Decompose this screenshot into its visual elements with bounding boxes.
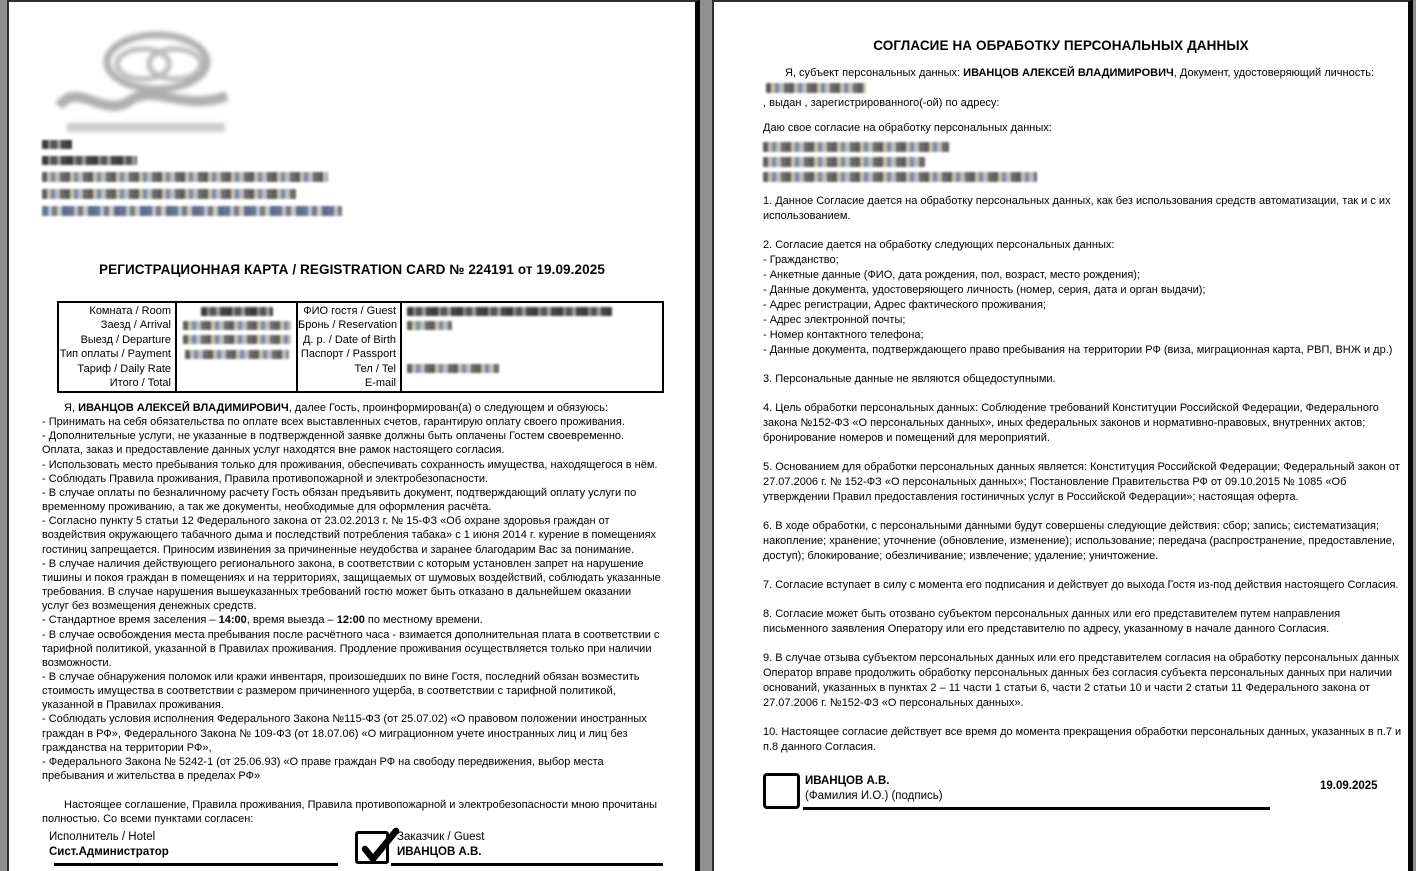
redacted-operator-address — [763, 172, 1037, 182]
text-line: - Использовать место пребывания только для проживания, обеспечивать сохранность имущества, находящегося в нём. — [42, 458, 658, 471]
redacted-hotel-phone — [42, 189, 296, 199]
consent-signature-line — [803, 807, 1270, 810]
redacted-hotel-email-site — [42, 206, 342, 216]
text-line: 6. В ходе обработки, с персональными данными будут совершены следующие действия: сбор; запись; систематизация; накопление; хранение; уточнение (обновление, изменение); использование; передача (распространение, предоставление, доступ); блокирование; обезличивание; извлечение; удаление; уничтожение. — [763, 520, 1395, 562]
text-line — [42, 613, 661, 627]
hotel-signature-name: Сист.Администратор — [49, 846, 169, 858]
text-segment: ИВАНЦОВ АЛЕКСЕЙ ВЛАДИМИРОВИЧ — [78, 402, 289, 414]
paragraph — [763, 238, 1403, 358]
table-labels-right-column — [298, 303, 402, 391]
text-line: 7. Согласие вступает в силу с момента его подписания и действует до выхода Гостя из-под действия настоящего Согласия. — [763, 579, 1399, 591]
table-label: Итого / Total — [109, 376, 171, 389]
text-line: - Дополнительные услуги, не указанные в подтвержденной заявке должны быть оплачены Гостем своевременно. Оплата, заказ и предоставление данных услуг находятся вне рамок настоящего согласия. — [42, 430, 625, 457]
text-segment: ИВАНЦОВ АЛЕКСЕЙ ВЛАДИМИРОВИЧ — [963, 67, 1174, 79]
table-label: Выезд / Departure — [80, 333, 171, 346]
text-line: - В случае освобождения места пребывания после расчётного часа - взимается дополнительная плата в соответствии с тарифной политикой, указанной в Правилах проживания. Продление проживания осуществляется только при наличии возможности. — [42, 628, 660, 669]
text-line: - Принимать на себя обязательства по оплате всех выставленных счетов, гарантирую оплату своего проживания. — [42, 416, 625, 429]
text-segment: 12:00 — [336, 614, 365, 627]
text-line: - В случае оплаты по безналичному расчету Гость обязан предъявить документ, подтверждающий оплату услуги по временному проживанию, а так же документы, необходимые для оформления расчёта. — [42, 486, 637, 514]
registration-terms — [42, 401, 661, 827]
text-segment: , время выезда – — [246, 614, 337, 627]
text-segment: , далее Гость, проинформирован(а) о следующем и обязуюсь: — [288, 402, 608, 414]
redacted-reservation — [407, 321, 452, 330]
text-segment: по местному времени. — [364, 614, 483, 627]
registration-table — [57, 301, 664, 393]
guest-signature-name: ИВАНЦОВ А.В. — [397, 846, 482, 858]
table-labels-left-column — [59, 303, 177, 391]
redacted-hotel-line — [42, 156, 137, 165]
text-line: - Соблюдать Правила проживания, Правила противопожарной и электробезопасности. — [42, 472, 489, 485]
registration-card-title: РЕГИСТРАЦИОННАЯ КАРТА / REGISTRATION CARD № 224191 от 19.09.2025 — [99, 262, 605, 277]
redacted-hotel-address — [42, 172, 328, 182]
obligations-list — [42, 415, 661, 783]
consent-signature-caption: (Фамилия И.О.) (подпись) — [805, 790, 943, 802]
paragraph — [763, 651, 1403, 711]
checkmark-icon — [356, 825, 402, 867]
text-line: 8. Согласие может быть отозвано субъектом персональных данных или его представителем путем направления письменного заявления Оператору или его представителю по адресу, указанному в начале данного Согласия. — [763, 608, 1341, 635]
text-segment: Я, — [64, 402, 79, 414]
table-label: Заезд / Arrival — [100, 319, 171, 332]
table-label: Паспорт / Passport — [300, 348, 396, 361]
consent-body — [763, 66, 1403, 769]
text-line: - Соблюдать условия исполнения Федерального Закона №115-ФЗ (от 25.07.02) «О правовом положении иностранных граждан в РФ», Федерального Закона № 109-ФЗ (от 18.07.06) «О миграционном учете иностранных лиц и лиц без гражданства на территории РФ», — [42, 713, 647, 754]
hotel-logo-blurred — [45, 28, 240, 138]
text-line: - Адрес регистрации, Адрес фактического проживания; — [763, 299, 1046, 311]
text-line: - Номер контактного телефона; — [763, 329, 924, 341]
consent-signer-name: ИВАНЦОВ А.В. — [805, 775, 890, 787]
consent-date: 19.09.2025 — [1320, 780, 1378, 792]
table-label: Тариф / Daily Rate — [77, 362, 171, 375]
text-line: - Данные документа, подтверждающего право пребывания на территории РФ (виза, миграционная карта, РВП, ВНЖ и др.) — [763, 344, 1393, 356]
redacted-operator-name — [763, 142, 949, 152]
hotel-logo-emblem — [45, 28, 240, 138]
text-line: - Согласно пункту 5 статьи 12 Федерального закона от 23.02.2013 г. № 15-ФЗ «Об охране здоровья граждан от воздействия окружающего табачного дыма и последствий потребления табака» с 1 июня 2014 г. курение в помещениях гостиниц запрещается. Приносим извинения за причиненные неудобства и заранее благодарим Вас за понимание. — [42, 515, 657, 556]
operator-info-redacted — [763, 142, 1403, 182]
paragraph — [763, 194, 1403, 224]
consent-signature-block — [805, 774, 943, 804]
paragraph — [763, 519, 1403, 564]
table-label: Тип оплаты / Payment — [59, 348, 171, 361]
text-line: - Адрес электронной почты; — [763, 314, 906, 326]
consent-title: СОГЛАСИЕ НА ОБРАБОТКУ ПЕРСОНАЛЬНЫХ ДАННЫХ — [873, 38, 1249, 53]
hotel-signature-block — [49, 830, 169, 860]
consent-give-line: Даю свое согласие на обработку персональных данных: — [763, 122, 1052, 134]
redacted-phone — [407, 364, 499, 373]
table-label: Д. р. / Date of Birth — [302, 333, 396, 346]
redacted-arrival — [183, 321, 291, 330]
redacted-document-id — [766, 83, 866, 93]
redacted-room-number — [201, 307, 273, 316]
paragraph — [763, 607, 1403, 637]
page-1-registration-card — [7, 0, 700, 871]
redacted-departure — [183, 335, 291, 344]
text-line: 9. В случае отзыва субъектом персональных данных или его представителем согласия на обработку персональных данных Оператор вправе продолжить обработку персональных данных без согласия субъекта персональных данных при наличии оснований, указанных в пунктах 2 – 11 части 1 статьи 6, части 2 статьи 10 и части 2 статьи 11 Федерального закона от 27.07.2006 г. №152-ФЗ «О персональных данных». — [763, 652, 1400, 709]
table-label: Бронь / Reservation — [298, 319, 398, 332]
text-line: - В случае наличия действующего регионального закона, в соответствии с которым установлен запрет на нарушение тишины и покоя граждан в помещениях и на территориях, защищаемых от шумовых воздействий, соблюдать указанные требования. В случае нарушения вышеуказанных требований гостю может быть отказано в дальнейшем оказании услуг без возмещения денежных средств. — [42, 557, 661, 613]
text-segment: , Документ, удостоверяющий личность: — [1173, 67, 1375, 79]
text-line: 1. Данное Согласие дается на обработку персональных данных, как без использования средств автоматизации, так и с их использованием. — [763, 195, 1391, 222]
table-label: Комната / Room — [89, 305, 171, 317]
consent-intro-line1 — [763, 66, 1403, 96]
guest-signature-line — [391, 863, 663, 866]
hotel-signature-line — [54, 863, 338, 866]
paragraph — [763, 725, 1403, 755]
text-line: 4. Цель обработки персональных данных: Соблюдение требований Конституции Российской Федерации, Федерального закона №152-ФЗ «О персональных данных», иных федеральных законов и нормативно-правовых, внутренних актов; бронирование номеров и помещений для мероприятий. — [763, 402, 1379, 444]
page-2-consent-form — [712, 0, 1413, 871]
text-line: 10. Настоящее согласие действует все время до момента прекращения обработки персональных данных, указанных в п.7 и п.8 данного Согласия. — [763, 726, 1402, 753]
table-label: ФИО гостя / Guest — [303, 305, 396, 317]
table-label: E-mail — [364, 376, 396, 389]
redacted-operator-line — [763, 157, 925, 167]
consent-intro-line2: , выдан , зарегистрированного(-ой) по адресу: — [763, 97, 1000, 109]
text-line: - В случае обнаружения поломок или кражи инвентаря, произошедших по вине Гостя, последний обязан возместить стоимость имущества в соответствии с размером причиненного ущерба, в соответствии с тарифной политикой, указанной в Правилах проживания. — [42, 670, 640, 712]
paragraph — [763, 372, 1403, 387]
redacted-payment-type — [185, 350, 289, 359]
text-line: 3. Персональные данные не являются общедоступными. — [763, 373, 1056, 385]
hotel-contact-block-redacted — [42, 140, 342, 223]
consent-paragraphs — [763, 194, 1403, 755]
text-line: 2. Согласие дается на обработку следующих персональных данных: — [763, 239, 1115, 251]
text-segment: 14:00 — [218, 614, 247, 627]
guest-signature-label: Заказчик / Guest — [397, 831, 485, 843]
text-line: - Федерального Закона № 5242-1 (от 25.06.93) «О праве граждан РФ на свободу передвижения, выбор места пребывания и жительства в пределах РФ» — [42, 755, 604, 783]
text-line: - Данные документа, удостоверяющего личность (номер, серия, дата и орган выдачи); — [763, 284, 1206, 296]
guest-intro-line — [42, 401, 661, 415]
table-values-left-column — [177, 303, 298, 391]
hotel-signature-label: Исполнитель / Hotel — [49, 831, 156, 843]
consent-signature-checkbox-empty — [763, 773, 800, 809]
table-label: Тел / Tel — [354, 362, 396, 375]
text-segment: - Стандартное время заселения – — [42, 614, 219, 627]
text-segment: Я, субъект персональных данных: — [785, 67, 964, 79]
text-line: - Гражданство; — [763, 254, 839, 266]
paragraph — [763, 460, 1403, 505]
paragraph — [763, 401, 1403, 446]
text-line: - Анкетные данные (ФИО, дата рождения, пол, возраст, место рождения); — [763, 269, 1141, 281]
table-values-right-column — [402, 303, 662, 391]
paragraph — [763, 578, 1403, 593]
redacted-hotel-line — [42, 140, 72, 149]
guest-agree-checkbox-checked — [355, 831, 389, 864]
closing-statement: Настоящее соглашение, Правила проживания, Правила противопожарной и электробезопасности мною прочитаны полностью. Со всеми пунктами согласен: — [42, 799, 658, 826]
guest-signature-block — [397, 830, 485, 860]
text-line: 5. Основанием для обработки персональных данных является: Конституция Российской Федерации; Федеральный закон от 27.07.2006 г. № 152-ФЗ «О персональных данных»; Постановление Правительства РФ от 09.10.2015 № 1085 «Об утверждении Правил предоставления гостиничных услуг в Российской Федерации»; настоящая оферта. — [763, 461, 1400, 503]
redacted-guest-name — [407, 307, 612, 316]
